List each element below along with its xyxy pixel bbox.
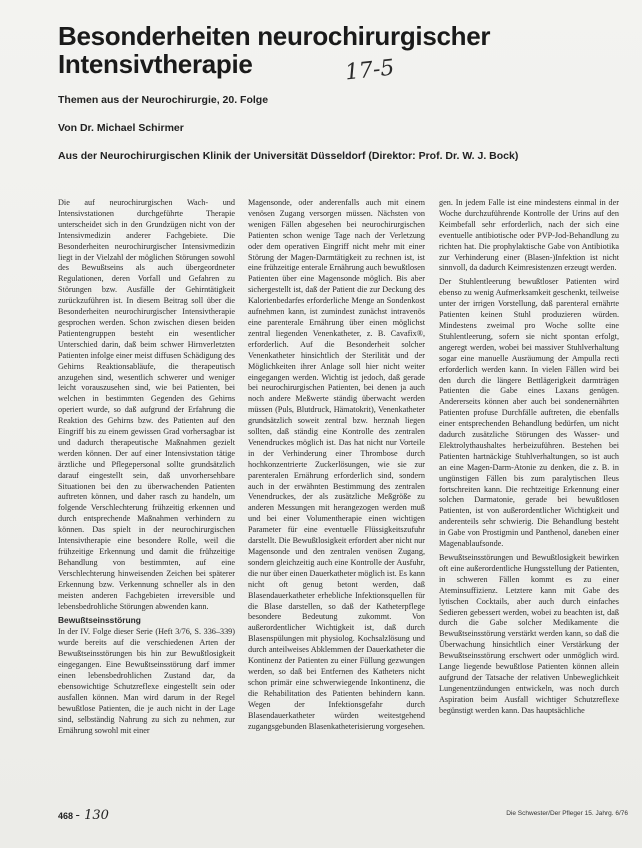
paragraph: Der Stuhlentleerung bewußtloser Patienten wird ebenso zu wenig Aufmerksamkeit geschenkt, teilweise unter der irrigen Vorstellung, daß parenteral ernährte Patienten keinen Stuhl produzieren würden. Mindestens zweimal pro Woche sollte eine Stuhlentleerung, sofern sie nicht spontan erfolgt, angeregt werden, wobei bei massiver Stuhlverhaltung sogar eine manuelle Ausräumung der Ampulla recti erforderlich werden kann. In vielen Fällen wird bei den durch die längere Bettlägerigkeit darmträgen Patienten die Gabe eines Laxans genügen. Andererseits können aber auch bei sondenernährten Patienten profuse Durchfälle auftreten, die ebenfalls einer entsprechenden Behandlung bedürfen, um nicht dadurch zusätzliche Störungen des Wasser- und Elektrolythaushaltes herbeizuführen. Bestehen bei Patienten hartnäckige Stuhlverhaltungen, so ist auch an eine Magen-Darm-Atonie zu denken, die z. B. in ungünstigen Fällen bis zum paralytischen Ileus fortschreiten kann. Die rechtzeitige Erkennung einer solchen Darmatonie, gerade bei bewußtlosen Patienten, ist von außerordentlicher Wichtigkeit und anderenteils sehr schwierig. Die Behandlung besteht in Gabe von Prostigmin und Panthenol, daneben einer Magenablaufsonde. — [439, 277, 619, 549]
text-column-3 — [439, 198, 619, 793]
text-column-1 — [58, 198, 235, 793]
paragraph: Magensonde, oder anderenfalls auch mit einem venösen Zugang versorgen müssen. Nächsten von wenigen Fällen abgesehen bei neurochirurgischen Patienten schon wenige Tage nach der Verletzung oder dem operativen Eingriff nicht mehr mit einer Störung der Magen-Darmtätigkeit zu rechnen ist, ist eine frühzeitige enterale Ernährung auch bewußtlosen Patienten über eine Magensonde möglich. Bis aber sichergestellt ist, daß der Patient die zur Deckung des Kalorienbedarfes erforderliche Menge an Sondenkost aufnehmen kann, ist zumindest zunächst intravenös eine parenterale Ernährung über einen möglichst zentral liegenden Venenkatheter, z. B. Cavafix®, erforderlich. Auf die Besonderheit solcher Venenkatheter hinsichtlich der Sterilität und der Möglichkeiten ihrer Anlage soll hier nicht weiter eingegangen werden. Wichtig ist jedoch, daß gerade bei neurochirurgischen Patienten, bei denen ja auch noch andere Meßwerte ständig überwacht werden müssen (Puls, Blutdruck, Hämatokrit), Venenkatheter grundsätzlich soweit zentral bzw. herznah liegen sollten, daß ständig eine Kontrolle des zentralen Venendruckes möglich ist. Das hat nicht nur Vorteile in der Verhinderung einer Thrombose durch hochkonzentrierte Zuckerlösungen, wie sie zur parenteralen Ernährung erforderlich sind, sondern auch in der erwähnten Bestimmung des zentralen Venendruckes, der als zusätzliche Meßgröße zu anderen Messungen mit herangezogen werden muß und bei einer Volumentherapie einen wichtigen Parameter für eine eventuelle Flüssigkeitszufuhr darstellt. Die Bewußtlosigkeit erfordert aber nicht nur Magensonde und den zentralen venösen Zugang, sondern gleichzeitig auch eine Kontrolle der Ausfuhr, die nur über einen Dauerkatheter möglich ist. Es kann nicht oft genug betont werden, daß Blasendauerkatheter erhebliche Infektionsquellen für die Blase darstellen, so daß der Katheterpflege besondere Bedeutung zukommt. Von außerordentlicher Wichtigkeit ist, daß durch Blasenspülungen mit physiolog. Kochsalzlösung und durch anteilweises Abklemmen der Dauerkatheter die Kontinenz der Patienten zu einer Füllung gezwungen werden, so daß bei Entfernen des Katheters nicht schon primär eine schwerwiegende Inkontinenz, die die Rehabilitation des Patienten behindern kann. Wegen der Infektionsgefahr durch Blasendauerkatheter würden weitestgehend zugangsgebunden Blasenkatheterisierung vorgesehen. — [248, 198, 425, 731]
paragraph: gen. In jedem Falle ist eine mindestens einmal in der Woche durchzuführende Kontrolle der Urins auf den Keimbefall sehr erforderlich, nach der sich eine eventuelle antibiotische oder PVP-Jod-Behandlung zu richten hat. Die prophylaktische Gabe von Antibiotika zur Verhinderung einer (Blasen-)Infektion ist nicht sinnvoll, da dadurch Keimresistenzen erzeugt werden. — [439, 198, 619, 273]
journal-footer: Die Schwester/Der Pfleger 15. Jahrg. 6/76 — [506, 810, 628, 817]
article-author: Von Dr. Michael Schirmer — [58, 122, 184, 134]
section-heading: Bewußtseinsstörung — [58, 615, 141, 626]
article-title: Besonderheiten neurochirurgischer Intensivtherapie — [58, 21, 491, 79]
handwritten-note: 17-5 — [343, 55, 396, 86]
printed-page-number: 468 — [58, 811, 74, 821]
author-affiliation: Aus der Neurochirurgischen Klinik der Universität Düsseldorf (Direktor: Prof. Dr. W. J. Bock) — [58, 150, 519, 162]
article-series: Themen aus der Neurochirurgie, 20. Folge — [58, 94, 269, 106]
text-column-2 — [248, 198, 425, 793]
page-number — [58, 808, 109, 823]
paragraph: Bewußtseinsstörungen und Bewußtlosigkeit bewirken oft eine außerordentliche Hungsstellung der Patienten, in schweren Fällen kommt es zu einer Ateminsuffizienz. Letztere kann mit Gabe des lytischen Cocktails, aber auch durch einfaches Sedieren gebessert werden, wobei zu beachten ist, daß durch die Gabe solcher Medikamente die Bewußtseinsstörung verstärkt werden kann, so daß die Überwachung hinsichtlich einer Verstärkung der Bewußtseinsstörung erschwert oder unmöglich wird. Lange liegende bewußtlose Patienten können allein aufgrund der Tatsache der relativen Unbeweglichkeit Lungenentzündungen entwickeln, was noch durch Aspiration beim Ausfall wichtiger Schutzreflexe begünstigt werden kann. Das hauptsächliche — [439, 553, 619, 715]
handwritten-page-number: - 130 — [75, 808, 109, 823]
paragraph: In der IV. Folge dieser Serie (Heft 3/76, S. 336–339) wurde bereits auf die verschiedenen Arten der Bewußtseinsstörungen bis hin zur Bewußtlosigkeit eingegangen. Eine Bewußtseinsstörung darf immer einen lebensbedrohlichen Zustand dar, da ebensowichtige Schutzreflexe eingestellt sein oder ausfallen können. Man wird darum in der Regel bewußtlose Patienten, die je auch nicht in der Lage sind, selbständig Nahrung zu sich zu nehmen, zur Ernährung sowohl mit einer — [58, 627, 235, 735]
paragraph: Die auf neurochirurgischen Wach- und Intensivstationen durchgeführte Therapie unterscheidet sich in den Grundzügen nicht von der Intensivmedizin anderer Fachgebiete. Die Besonderheiten neurochirurgischer Intensivmedizin liegt in der Vielzahl der möglichen Störungen sowohl des Bewußtseins als auch übergeordneter Regulationen, deren Vorfall und Gefahren zu Störungen bzw. Ausfälle der Gehirntätigkeit zurückzuführen ist. In diesem Beitrag soll über die Besonderheiten neurochirurgischer Intensivtherapie gesprochen werden. Schon zwischen diesen beiden Patientengruppen besteht ein wesentlicher Unterschied darin, daß beim schwer Hirnverletzten Patienten infolge einer meist diffusen Schädigung des Gehirns Reaktionsabläufe, die therapeutisch anzugehen sind, wesentlich schwerer und weniger leicht vorauszusehen sind, wie bei Patienten, bei welchen in bestimmten Gegenden des Gehirns operiert wurde, so daß aufgrund der Erfahrung die Reaktion des Gehirns bzw. des Patienten auf den Eingriff bis zu einem gewissen Grad vorhersagbar ist und dadurch therapeutische Maßnahmen gezielt werden können. Der auf einer Intensivstation tätige ärztliche und Pflegepersonal sollte grundsätzlich darauf eingestellt sein, daß unvorhersehbare Situationen bei den zu überwachenden Patienten auftreten können, und daher rasch zu handeln, um folgende Verschlechterung frühzeitig erkennen und durch entsprechende Maßnahmen verhindern zu können. Das spielt in der neurochirurgischen Intensivtherapie eine besondere Rolle, weil die frühzeitige Erkennung und damit die frühzeitige Behandlung von bestimmten, auf eine Verschlechterung hinweisenden Zeichen bei späterer Erkennung bzw. Verkennung schneller als in den meisten anderen Fachgebieten irreversible und lebensbedrohliche Störungen abwenden kann. — [58, 198, 235, 611]
